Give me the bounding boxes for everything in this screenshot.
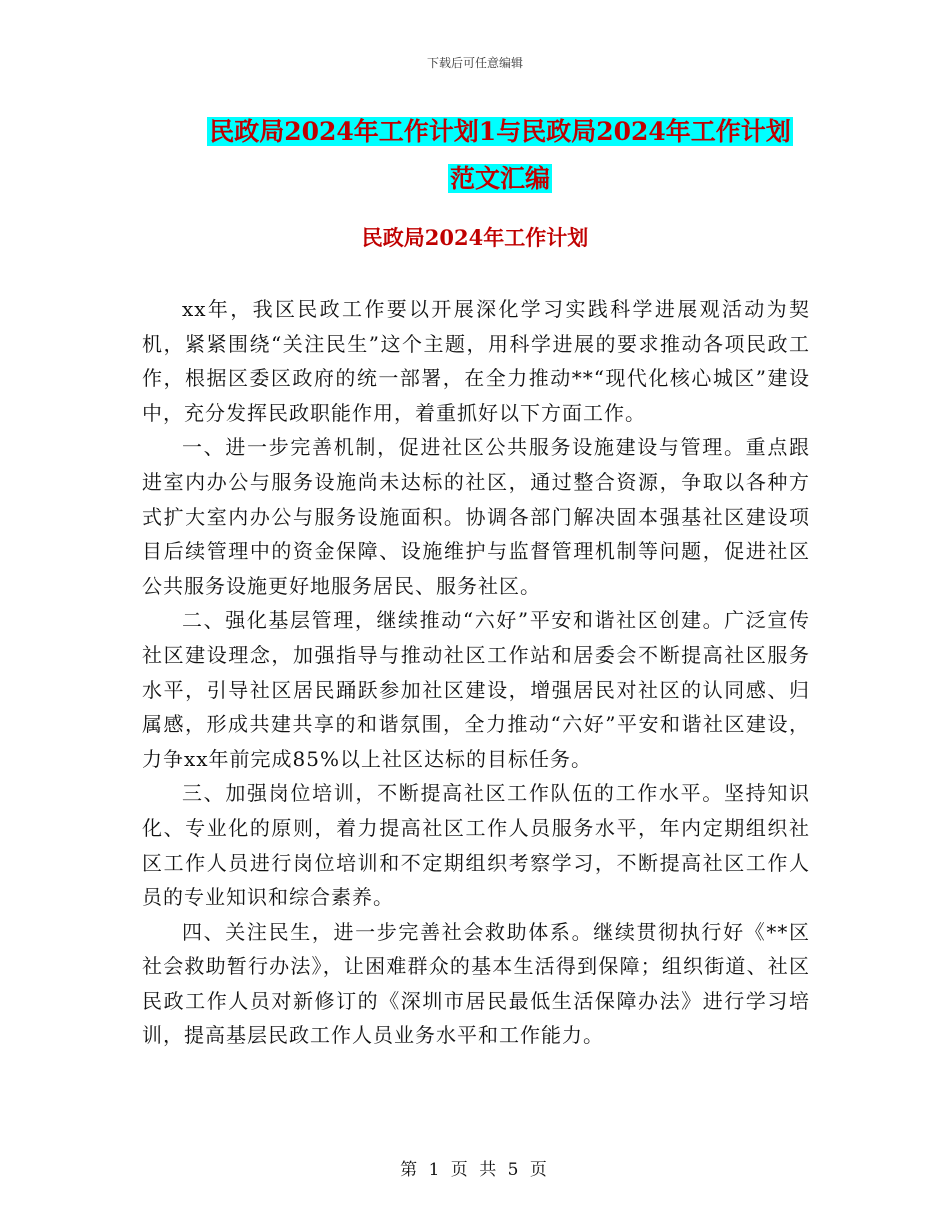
paragraph-intro: xx年，我区民政工作要以开展深化学习实践科学进展观活动为契机，紧紧围绕“关注民生”这个主题，用科学进展的要求推动各项民政工作，根据区委区政府的统一部署，在全力推动**“现代化核心城区”建设中，充分发挥民政职能作用，着重抓好以下方面工作。 (142, 297, 810, 425)
paragraph-1: 一、进一步完善机制，促进社区公共服务设施建设与管理。重点跟进室内办公与服务设施尚未达标的社区，通过整合资源，争取以各种方式扩大室内办公与服务设施面积。协调各部门解决固本强基社区建设项目后续管理中的资金保障、设施维护与监督管理机制等问题，促进社区公共服务设施更好地服务居民、服务社区。 (142, 435, 810, 598)
page-number: 第 1 页 共 5 页 (400, 1160, 550, 1180)
header-note: 下载后可任意编辑 (426, 56, 523, 70)
document-title-line-1: 民政局2024年工作计划1与民政局2024年工作计划 (209, 117, 791, 146)
paragraph-4: 四、关注民生，进一步完善社会救助体系。继续贯彻执行好《**区社会救助暂行办法》，让困难群众的基本生活得到保障；组织街道、社区民政工作人员对新修订的《深圳市居民最低生活保障办法》进行学习培训，提高基层民政工作人员业务水平和工作能力。 (142, 919, 810, 1048)
paragraph-2: 二、强化基层管理，继续推动“六好”平安和谐社区创建。广泛宣传社区建设理念，加强指导与推动社区工作站和居委会不断提高社区服务水平，引导社区居民踊跃参加社区建设，增强居民对社区的认同感、归属感，形成共建共享的和谐氛围，全力推动“六好”平安和谐社区建设，力争xx年前完成85%以上社区达标的目标任务。 (142, 608, 810, 771)
document-title-line-2: 范文汇编 (449, 164, 550, 193)
document-body (142, 292, 810, 1053)
section-title: 民政局2024年工作计划 (361, 225, 589, 250)
document-title (100, 108, 900, 202)
paragraph-3: 三、加强岗位培训，不断提高社区工作队伍的工作水平。坚持知识化、专业化的原则，着力提高社区工作人员服务水平，年内定期组织社区工作人员进行岗位培训和不定期组织考察学习，不断提高社区工作人员的专业知识和综合素养。 (142, 781, 810, 910)
